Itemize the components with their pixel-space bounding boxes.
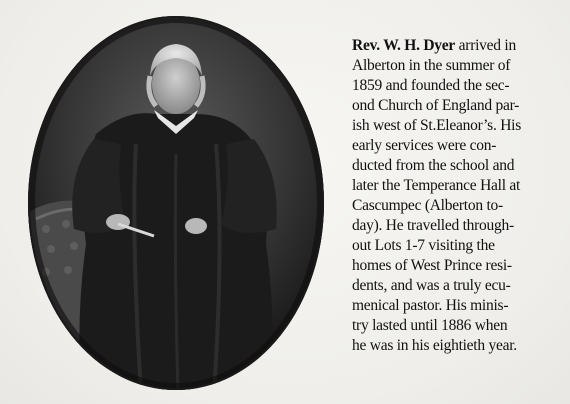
caption-line: Cascumpec (Alberton to- — [352, 197, 503, 214]
caption-line: ducted from the school and — [352, 157, 515, 174]
caption-line: day). He travelled through- — [352, 217, 514, 234]
caption-line: 1859 and founded the sec- — [352, 77, 510, 94]
caption-line-1: Rev. W. H. Dyer arrived in — [352, 37, 516, 54]
caption-line: he was in his eightieth year. — [352, 337, 517, 354]
caption-line: ish west of St.Eleanor’s. His — [352, 117, 521, 134]
oval-portrait-photo — [26, 14, 326, 392]
caption-line: later the Temperance Hall at — [352, 177, 521, 194]
caption-line: dents, and was a truly ecu- — [352, 277, 511, 294]
caption-line: homes of West Prince resi- — [352, 257, 512, 274]
caption-line: menical pastor. His minis- — [352, 297, 509, 314]
caption-line: try lasted until 1886 when — [352, 317, 508, 334]
caption-line: Alberton in the summer of — [352, 57, 511, 74]
caption-text-block — [352, 36, 562, 356]
caption-line: early services were con- — [352, 137, 497, 154]
person-name: Rev. W. H. Dyer — [352, 37, 456, 54]
caption-line: out Lots 1-7 visiting the — [352, 237, 495, 254]
caption-line: ond Church of England par- — [352, 97, 520, 114]
